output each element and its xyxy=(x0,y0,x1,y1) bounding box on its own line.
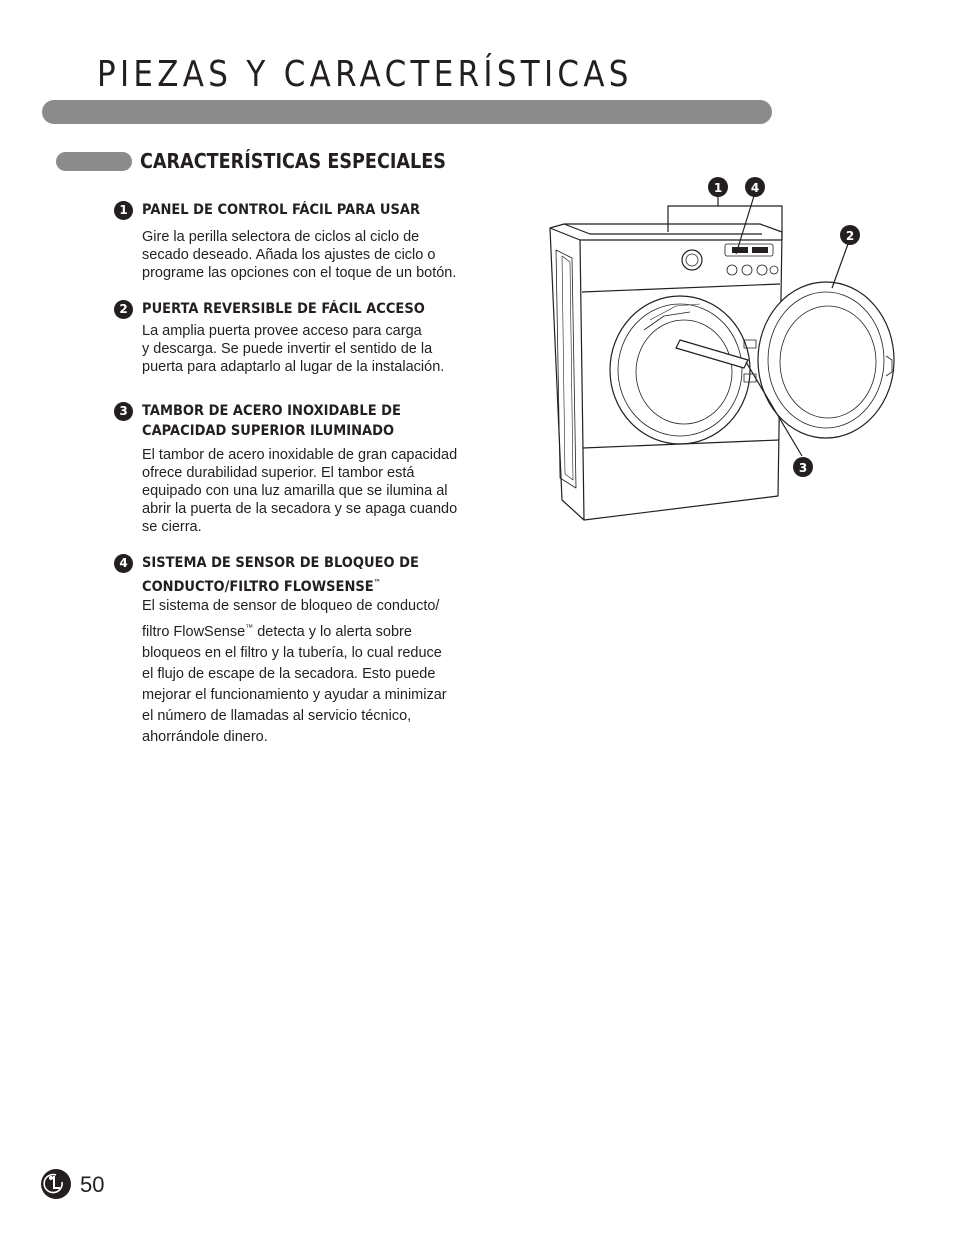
lg-logo xyxy=(40,1168,72,1200)
svg-text:4: 4 xyxy=(750,181,760,195)
feature-number-badge: 3 xyxy=(114,402,133,421)
feature-title: TAMBOR DE ACERO INOXIDABLE DE CAPACIDAD SUPERIOR ILUMINADO xyxy=(142,403,401,439)
feature-number-badge: 2 xyxy=(114,300,133,319)
callout-4 xyxy=(745,177,765,197)
feature-title: PANEL DE CONTROL FÁCIL PARA USAR xyxy=(142,202,421,218)
feature-title: PUERTA REVERSIBLE DE FÁCIL ACCESO xyxy=(142,301,425,317)
callout-2 xyxy=(840,225,860,245)
section-title: CARACTERÍSTICAS ESPECIALES xyxy=(140,149,446,173)
feature-description: La amplia puerta provee acceso para carga y descarga. Se puede invertir el sentido de la puerta para adaptarlo al lugar de la instalación. xyxy=(142,323,445,375)
svg-text:1: 1 xyxy=(713,181,723,195)
dryer-illustration xyxy=(540,170,910,530)
feature-description: El sistema de sensor de bloqueo de conducto/ filtro FlowSense™ detecta y lo alerta sobre bloqueos en el filtro y la tubería, lo cual reduce el flujo de escape de la secadora. Esto puede mejorar el funcionamiento y ayudar a minimizar el número de llamadas al servicio técnico, ahorrándole dinero. xyxy=(142,598,447,745)
callout-3 xyxy=(793,457,813,477)
feature-title: SISTEMA DE SENSOR DE BLOQUEO DE CONDUCTO/FILTRO FLOWSENSE™ xyxy=(142,555,419,595)
page-number: 50 xyxy=(80,1172,105,1197)
feature-description: Gire la perilla selectora de ciclos al ciclo de secado deseado. Añada los ajustes de ciclo o programe las opciones con el toque de un botón. xyxy=(142,229,457,281)
section-pill xyxy=(56,152,132,171)
page-title: PIEZAS Y CARACTERÍSTICAS xyxy=(97,54,633,95)
feature-number-badge: 4 xyxy=(114,554,133,573)
svg-text:3: 3 xyxy=(798,461,808,475)
title-bar xyxy=(42,100,772,124)
callout-1 xyxy=(708,177,728,197)
svg-text:2: 2 xyxy=(845,229,855,243)
feature-description: El tambor de acero inoxidable de gran capacidad ofrece durabilidad superior. El tambor está equipado con una luz amarilla que se ilumina al abrir la puerta de la secadora y se apaga cuando se cierra. xyxy=(142,447,458,535)
feature-number-badge: 1 xyxy=(114,201,133,220)
